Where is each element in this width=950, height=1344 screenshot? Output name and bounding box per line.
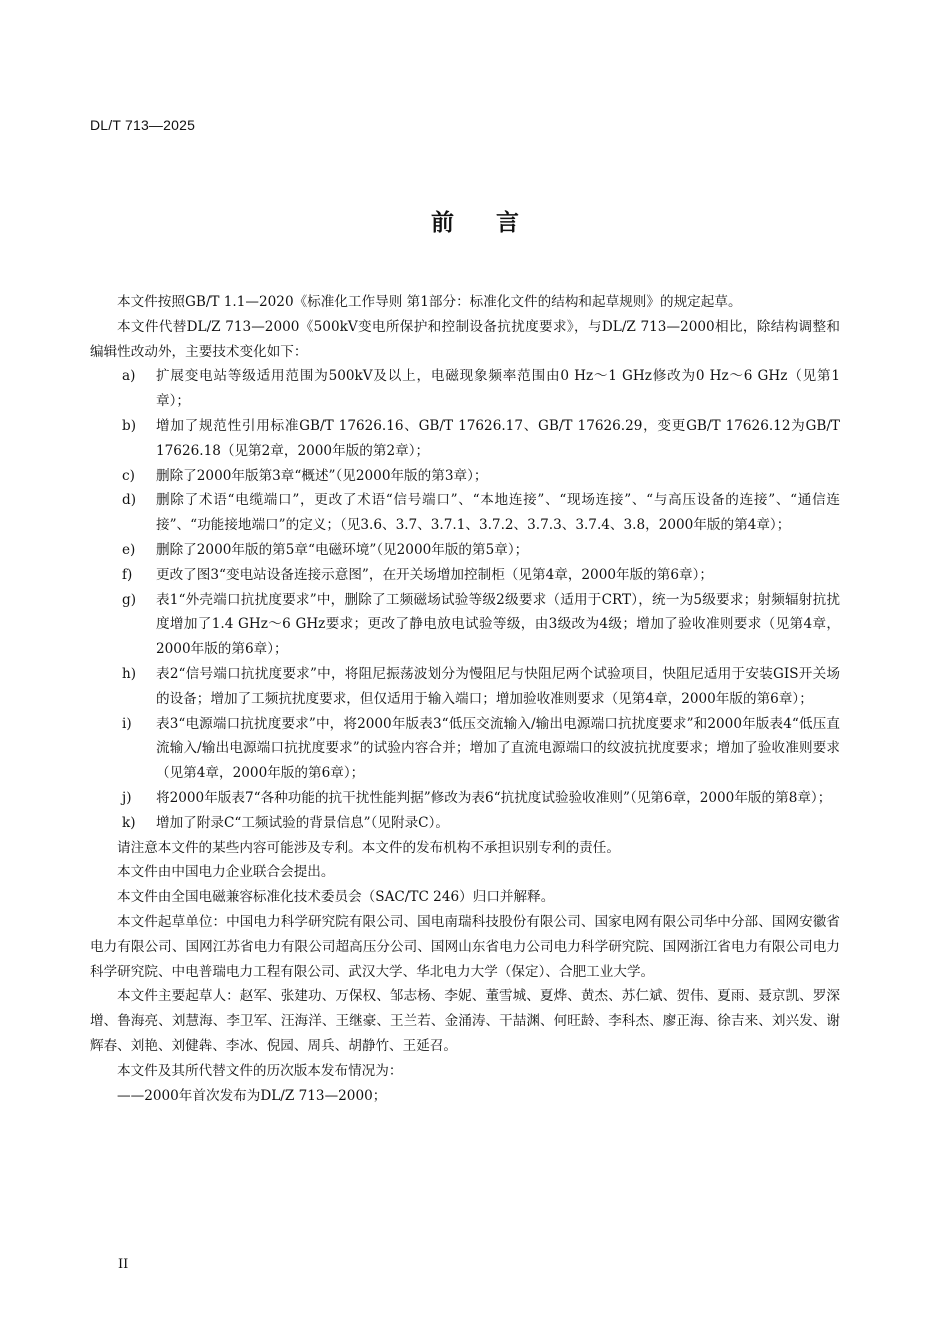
list-item-label: h) xyxy=(122,665,137,682)
paragraph: 本文件由中国电力企业联合会提出。 xyxy=(117,864,335,881)
list-item-label: g) xyxy=(122,591,137,608)
list-item-label: i) xyxy=(122,715,132,732)
list-item-label: d) xyxy=(122,492,137,509)
list-item xyxy=(90,811,840,836)
list-item-text: 表1“外壳端口抗扰度要求”中，删除了工频磁场试验等级2级要求（适用于CRT），统一为5级要求；射频辐射抗扰度增加了1.4 GHz～6 GHz要求；更改了静电放电试验等级，由3级改为4级；增加了验收准则要求（见第4章，2000年版的第6章）； xyxy=(156,591,840,658)
page-title: 前言 xyxy=(431,209,561,236)
list-item xyxy=(90,488,840,538)
list-item-label: b) xyxy=(122,417,137,434)
list-item-text: 表3“电源端口抗扰度要求”中，将2000年版表3“低压交流输入/输出电源端口抗扰度要求”和2000年版表4“低压直流输入/输出电源端口抗扰度要求”的试验内容合并；增加了直流电源端口的纹波抗扰度要求；增加了验收准则要求（见第4章，2000年版的第6章）； xyxy=(156,715,840,782)
list-item-text: 删除了术语“电缆端口”，更改了术语“信号端口”、“本地连接”、“现场连接”、“与高压设备的连接”、“通信连接”、“功能接地端口”的定义；（见3.6、3.7、3.7.1、3.7.2、3.7.3、3.7.4、3.8，2000年版的第4章）； xyxy=(156,492,840,534)
list-item xyxy=(90,712,840,786)
list-item xyxy=(90,414,840,464)
document-code: DL/T 713—2025 xyxy=(90,117,196,133)
paragraph: 请注意本文件的某些内容可能涉及专利。本文件的发布机构不承担识别专利的责任。 xyxy=(117,839,620,856)
list-item-label: c) xyxy=(122,467,135,484)
list-item xyxy=(90,786,840,811)
list-item xyxy=(90,364,840,414)
list-item-label: e) xyxy=(122,541,136,558)
list-item-label: k) xyxy=(122,814,136,831)
list-item-text: 扩展变电站等级适用范围为500kV及以上，电磁现象频率范围由0 Hz～1 GHz修改为0 Hz～6 GHz（见第1章）； xyxy=(156,368,840,410)
paragraph: 本文件由全国电磁兼容标准化技术委员会（SAC/TC 246）归口并解释。 xyxy=(117,889,555,906)
page-number: II xyxy=(118,1257,129,1272)
list-item-text: 表2“信号端口抗扰度要求”中，将阻尼振荡波划分为慢阻尼与快阻尼两个试验项目，快阻尼适用于安装GIS开关场的设备；增加了工频抗扰度要求，但仅适用于输入端口；增加验收准则要求（见第4章，2000年版的第6章）； xyxy=(156,665,840,707)
list-item-label: j) xyxy=(122,789,132,806)
list-item-text: 删除了2000年版的第5章“电磁环境”（见2000年版的第5章）； xyxy=(156,541,529,558)
list-item-label: f) xyxy=(122,566,133,583)
list-item xyxy=(90,538,840,563)
list-item-text: 增加了附录C“工频试验的背景信息”（见附录C）。 xyxy=(156,814,449,831)
list-item xyxy=(90,588,840,662)
paragraph: 本文件及其所代替文件的历次版本发布情况为： xyxy=(117,1062,403,1079)
list-item-text: 将2000年版表7“各种功能的抗干扰性能判据”修改为表6“抗扰度试验验收准则”（见第6章，2000年版的第8章）； xyxy=(156,789,832,806)
paragraph: 本文件起草单位：中国电力科学研究院有限公司、国电南瑞科技股份有限公司、国家电网有限公司华中分部、国网安徽省电力有限公司、国网江苏省电力有限公司超高压分公司、国网山东省电力公司电力科学研究院、国网浙江省电力有限公司电力科学研究院、中电普瑞电力工程有限公司、武汉大学、华北电力大学（保定）、合肥工业大学。 xyxy=(90,913,840,980)
list-item-text: 增加了规范性引用标准GB/T 17626.16、GB/T 17626.17、GB/T 17626.29，变更GB/T 17626.12为GB/T 17626.18（见第2章，2000年版的第2章）； xyxy=(156,417,840,459)
paragraph: 本文件代替DL/Z 713—2000《500kV变电所保护和控制设备抗扰度要求》，与DL/Z 713—2000相比，除结构调整和编辑性改动外，主要技术变化如下： xyxy=(90,318,840,360)
paragraph: 本文件按照GB/T 1.1—2020《标准化工作导则 第1部分：标准化文件的结构和起草规则》的规定起草。 xyxy=(117,294,742,310)
list-item xyxy=(90,464,840,489)
list-item-label: a) xyxy=(122,368,136,385)
document-body xyxy=(90,290,840,1108)
list-item xyxy=(90,662,840,712)
paragraph: ——2000年首次发布为DL/Z 713—2000； xyxy=(117,1087,387,1104)
change-list xyxy=(90,364,840,835)
list-item-text: 删除了2000年版第3章“概述”（见2000年版的第3章）； xyxy=(156,467,488,484)
list-item xyxy=(90,563,840,588)
list-item-text: 更改了图3“变电站设备连接示意图”，在开关场增加控制柜（见第4章，2000年版的第6章）； xyxy=(156,566,714,583)
paragraph: 本文件主要起草人：赵军、张建功、万保权、邹志杨、李妮、董雪城、夏烨、黄杰、苏仁斌、贺伟、夏雨、聂京凯、罗深增、鲁海亮、刘慧海、李卫军、汪海洋、王继豪、王兰若、金涌涛、干喆渊、何旺龄、李科杰、廖正海、徐吉来、刘兴发、谢辉春、刘艳、刘健犇、李冰、倪园、周兵、胡静竹、王延召。 xyxy=(90,988,840,1054)
